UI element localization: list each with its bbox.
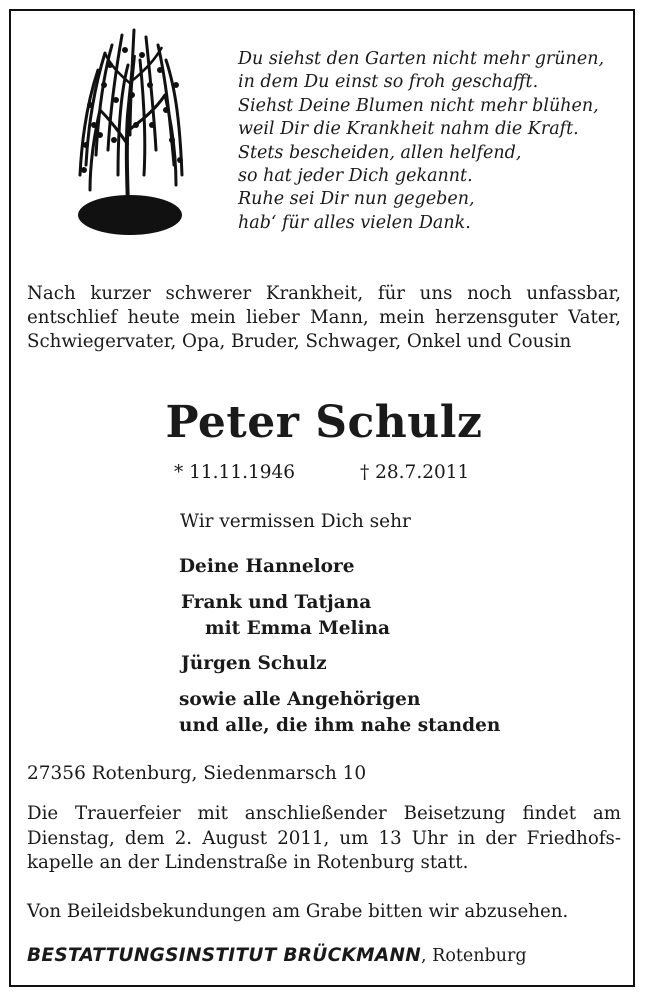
intro-text: Nach kurzer schwerer Krankheit, für uns noch unfassbar, entschlief heute mein lieber Mann, mein herzensguter Vater, Schwiegervater, Opa, Bruder, Schwager, Onkel und Cousin: [27, 283, 621, 352]
weeping-willow-icon: [70, 25, 190, 240]
funeral-line: Dienstag, dem 2. August 2011, um 13 Uhr in der Friedhofs-: [27, 827, 621, 849]
mourner-relatives: sowie alle Angehörigen: [179, 689, 421, 710]
mourner-wife: Deine Hannelore: [179, 556, 355, 577]
funeral-line: kapelle an der Lindenstraße in Rotenburg statt.: [27, 852, 469, 873]
funeral-info: [27, 802, 621, 876]
death-date: † 28.7.2011: [360, 462, 470, 483]
condolence-note: Von Beileidsbekundungen am Grabe bitten wir abzusehen.: [27, 901, 569, 922]
mourning-message: Wir vermissen Dich sehr: [180, 511, 411, 532]
mourner-brother: Jürgen Schulz: [181, 653, 327, 674]
poem-line: Ruhe sei Dir nun gegeben,: [238, 189, 475, 210]
poem-line: in dem Du einst so froh geschafft.: [238, 72, 539, 93]
mourner-friends: und alle, die ihm nahe standen: [179, 715, 501, 736]
address: 27356 Rotenburg, Siedenmarsch 10: [27, 763, 367, 784]
deceased-name: Peter Schulz: [165, 397, 483, 448]
poem-line: so hat jeder Dich gekannt.: [238, 166, 473, 187]
undertaker-town: , Rotenburg: [421, 946, 527, 966]
poem: [238, 48, 628, 235]
poem-line: Du siehst den Garten nicht mehr grünen,: [238, 49, 605, 69]
funeral-line: Die Trauerfeier mit anschließender Beisetzung findet am: [27, 803, 621, 824]
undertaker-name: BESTATTUNGSINSTITUT BRÜCKMANN: [27, 945, 422, 966]
mourner-son: Frank und Tatjana: [181, 592, 372, 613]
poem-line: hab‘ für alles vielen Dank.: [238, 212, 471, 233]
mourner-granddaughter: mit Emma Melina: [205, 618, 391, 639]
poem-line: Stets bescheiden, allen helfend,: [238, 142, 522, 163]
poem-line: weil Dir die Krankheit nahm die Kraft.: [238, 119, 579, 140]
poem-line: Siehst Deine Blumen nicht mehr blühen,: [238, 95, 599, 116]
birth-date: * 11.11.1946: [174, 462, 296, 483]
undertaker: [27, 945, 527, 966]
